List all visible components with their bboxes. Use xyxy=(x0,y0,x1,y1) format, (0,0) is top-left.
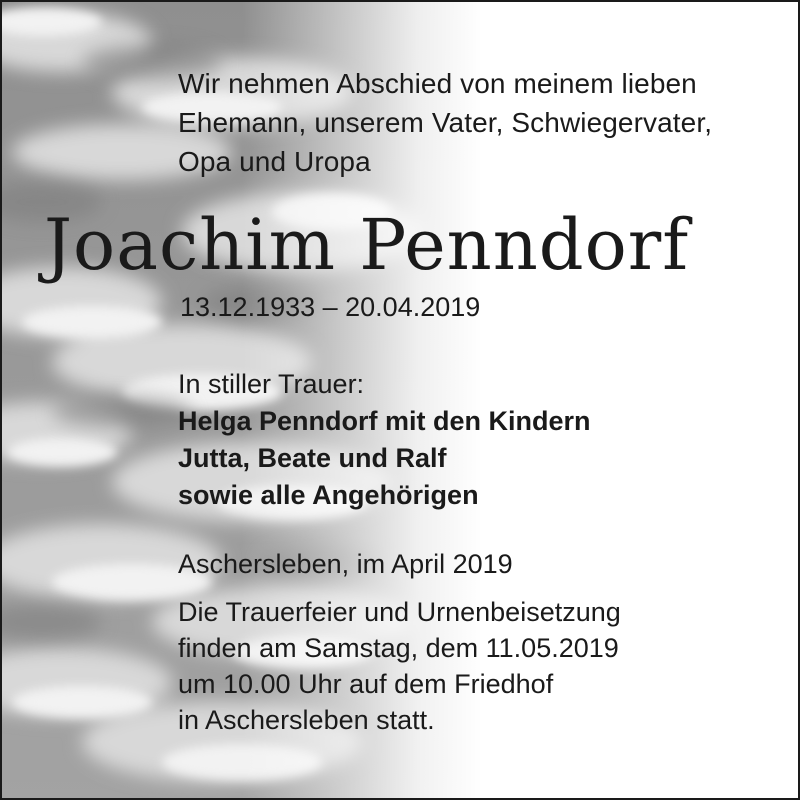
deceased-name: Joachim Penndorf xyxy=(44,204,690,286)
funeral-details xyxy=(178,594,621,738)
farewell-intro xyxy=(178,64,712,181)
funeral-line: um 10.00 Uhr auf dem Friedhof xyxy=(178,669,554,699)
mourners-block xyxy=(178,366,591,514)
life-dates: 13.12.1933 – 20.04.2019 xyxy=(180,292,481,322)
notice-content xyxy=(2,2,800,800)
intro-line: Ehemann, unserem Vater, Schwiegervater, xyxy=(178,107,713,138)
intro-line: Opa und Uropa xyxy=(178,146,371,177)
intro-line: Wir nehmen Abschied von meinem lieben xyxy=(178,68,697,99)
mourner-line: Helga Penndorf mit den Kindern xyxy=(178,406,591,436)
funeral-line: in Aschersleben statt. xyxy=(178,705,435,735)
funeral-line: Die Trauerfeier und Urnenbeisetzung xyxy=(178,597,621,627)
place-and-date: Aschersleben, im April 2019 xyxy=(178,549,513,579)
mourning-label: In stiller Trauer: xyxy=(178,369,365,399)
mourner-line: Jutta, Beate und Ralf xyxy=(178,443,447,473)
mourner-line: sowie alle Angehörigen xyxy=(178,480,479,510)
funeral-line: finden am Samstag, dem 11.05.2019 xyxy=(178,633,619,663)
